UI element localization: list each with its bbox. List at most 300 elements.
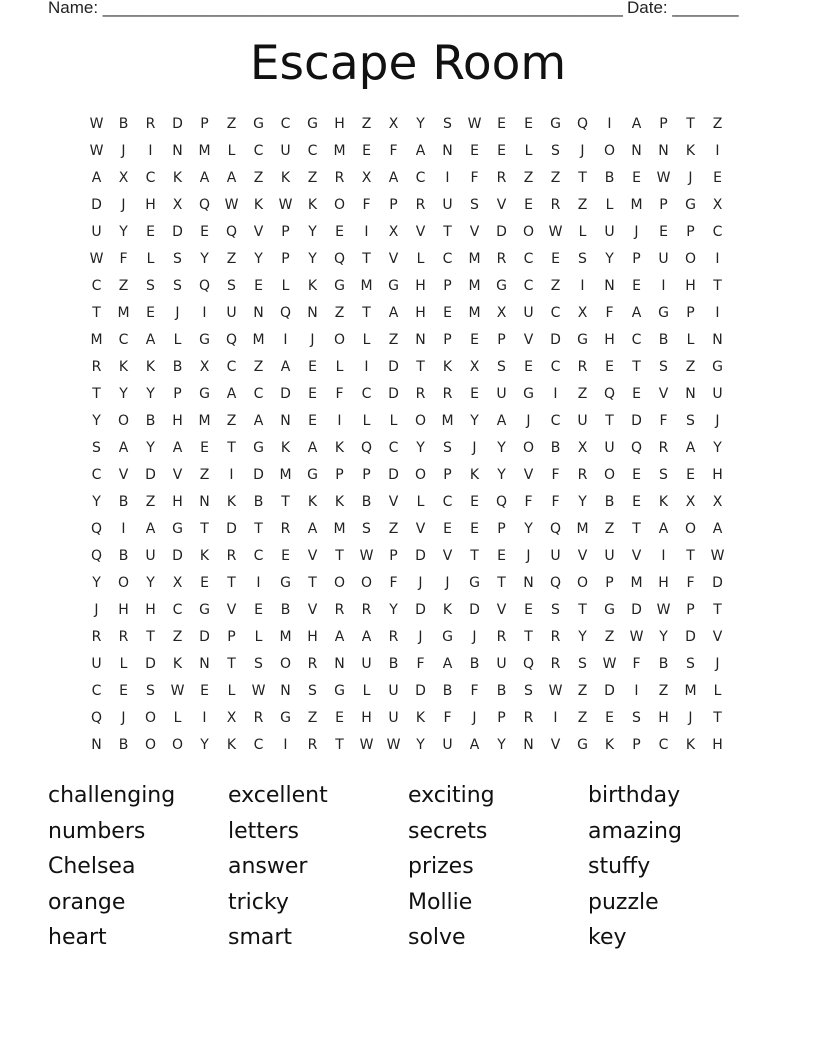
grid-letter: K [226, 736, 237, 753]
grid-letter: E [551, 250, 560, 267]
grid-letter: R [334, 601, 345, 618]
grid-letter: D [388, 385, 399, 402]
grid-letter: Z [685, 358, 696, 375]
grid-letter: T [578, 169, 587, 186]
grid-letter: F [524, 493, 533, 510]
grid-letter: X [577, 439, 588, 456]
grid-letter: Z [577, 682, 588, 699]
grid-letter: B [361, 493, 372, 510]
grid-letter: K [307, 493, 318, 510]
grid-letter: J [121, 196, 126, 213]
grid-letter: E [632, 385, 641, 402]
grid-letter: M [684, 682, 697, 699]
grid-letter: C [253, 142, 264, 159]
grid-letter: J [634, 223, 639, 240]
grid-letter: T [416, 358, 425, 375]
grid-letter: I [607, 115, 612, 132]
grid-letter: I [121, 520, 126, 537]
grid-letter: Y [470, 412, 479, 429]
grid-letter: V [172, 466, 183, 483]
grid-letter: S [551, 142, 560, 159]
grid-letter: C [226, 358, 237, 375]
grid-letter: W [251, 682, 266, 699]
word-list-item: prizes [408, 854, 474, 879]
grid-letter: T [362, 250, 371, 267]
grid-letter: I [661, 547, 666, 564]
grid-letter: R [145, 115, 156, 132]
grid-letter: X [361, 169, 372, 186]
grid-letter: D [496, 223, 507, 240]
grid-letter: O [171, 736, 184, 753]
grid-letter: X [469, 358, 480, 375]
grid-letter: H [415, 277, 426, 294]
grid-letter: W [89, 142, 104, 159]
grid-letter: X [172, 196, 183, 213]
grid-letter: J [526, 547, 531, 564]
grid-letter: R [550, 196, 561, 213]
grid-letter: Z [307, 169, 318, 186]
grid-letter: M [468, 304, 481, 321]
grid-letter: I [553, 709, 558, 726]
grid-letter: M [90, 331, 103, 348]
grid-letter: M [279, 628, 292, 645]
grid-letter: C [442, 493, 453, 510]
grid-letter: C [91, 682, 102, 699]
grid-letter: D [685, 628, 696, 645]
grid-letter: P [605, 574, 614, 591]
grid-letter: U [712, 385, 723, 402]
grid-letter: C [523, 250, 534, 267]
grid-letter: J [418, 574, 423, 591]
grid-letter: P [443, 277, 452, 294]
grid-letter: T [227, 574, 236, 591]
grid-letter: L [254, 628, 263, 645]
grid-letter: T [281, 493, 290, 510]
grid-letter: K [442, 601, 453, 618]
grid-letter: V [307, 601, 318, 618]
grid-letter: Y [146, 574, 155, 591]
word-list-item: challenging [48, 783, 176, 808]
grid-letter: G [469, 574, 480, 591]
grid-letter: J [445, 574, 450, 591]
grid-letter: K [415, 709, 426, 726]
grid-letter: C [388, 439, 399, 456]
grid-letter: A [91, 169, 102, 186]
grid-letter: J [310, 331, 315, 348]
grid-letter: V [523, 466, 534, 483]
grid-letter: T [443, 223, 452, 240]
grid-letter: P [200, 115, 209, 132]
grid-letter: C [145, 169, 156, 186]
name-field-label: Name: _______________________________________________________ [48, 0, 623, 17]
grid-letter: Z [550, 277, 561, 294]
grid-letter: E [200, 223, 209, 240]
grid-letter: X [685, 493, 696, 510]
grid-letter: E [713, 169, 722, 186]
grid-letter: P [497, 520, 506, 537]
grid-letter: R [415, 385, 426, 402]
grid-letter: S [173, 277, 182, 294]
grid-letter: S [146, 682, 155, 699]
grid-letter: R [307, 655, 318, 672]
grid-letter: A [307, 439, 318, 456]
grid-letter: Y [713, 439, 722, 456]
grid-letter: X [388, 223, 399, 240]
grid-letter: M [252, 331, 265, 348]
grid-letter: Q [90, 709, 103, 726]
grid-letter: Y [497, 736, 506, 753]
grid-letter: Z [577, 709, 588, 726]
grid-letter: Z [604, 628, 615, 645]
grid-letter: V [550, 736, 561, 753]
grid-letter: D [631, 601, 642, 618]
grid-letter: S [227, 277, 236, 294]
grid-letter: E [362, 142, 371, 159]
grid-letter: Z [118, 277, 129, 294]
grid-letter: T [470, 547, 479, 564]
grid-letter: P [632, 736, 641, 753]
grid-letter: E [308, 385, 317, 402]
grid-letter: A [118, 439, 129, 456]
grid-letter: R [91, 628, 102, 645]
grid-letter: U [388, 709, 399, 726]
grid-letter: R [361, 601, 372, 618]
grid-letter: N [91, 736, 102, 753]
grid-letter: C [118, 331, 129, 348]
grid-letter: I [715, 250, 720, 267]
grid-letter: O [144, 709, 157, 726]
grid-letter: Z [226, 115, 237, 132]
grid-letter: G [685, 196, 696, 213]
grid-letter: R [577, 358, 588, 375]
word-list-item: solve [408, 925, 466, 950]
grid-letter: T [308, 574, 317, 591]
grid-letter: X [226, 709, 237, 726]
grid-letter: D [415, 682, 426, 699]
grid-letter: L [281, 277, 290, 294]
grid-letter: T [227, 439, 236, 456]
word-list-item: smart [228, 925, 293, 950]
grid-letter: Y [92, 412, 101, 429]
grid-letter: V [496, 196, 507, 213]
grid-letter: Y [416, 439, 425, 456]
grid-letter: I [445, 169, 450, 186]
grid-letter: P [497, 331, 506, 348]
grid-letter: P [389, 196, 398, 213]
grid-letter: Z [388, 331, 399, 348]
grid-letter: K [685, 736, 696, 753]
grid-letter: C [253, 547, 264, 564]
grid-letter: I [661, 277, 666, 294]
grid-letter: S [524, 682, 533, 699]
grid-letter: B [550, 439, 561, 456]
grid-letter: V [415, 520, 426, 537]
grid-letter: K [307, 277, 318, 294]
grid-letter: K [199, 547, 210, 564]
grid-letter: M [630, 196, 643, 213]
grid-letter: N [523, 574, 534, 591]
grid-letter: Q [549, 574, 562, 591]
grid-letter: D [280, 385, 291, 402]
grid-letter: C [253, 385, 264, 402]
grid-letter: Z [577, 385, 588, 402]
grid-letter: Z [253, 358, 264, 375]
grid-letter: I [364, 358, 369, 375]
grid-letter: C [91, 277, 102, 294]
grid-letter: A [442, 655, 453, 672]
word-list-item: answer [228, 854, 308, 879]
grid-letter: G [307, 466, 318, 483]
grid-letter: G [658, 304, 669, 321]
grid-letter: Y [308, 223, 317, 240]
grid-letter: G [577, 331, 588, 348]
grid-letter: F [470, 682, 479, 699]
word-list-item: numbers [48, 818, 146, 844]
grid-letter: R [658, 439, 669, 456]
grid-letter: F [551, 466, 560, 483]
grid-letter: A [145, 520, 156, 537]
grid-letter: U [658, 250, 669, 267]
grid-letter: M [441, 412, 454, 429]
grid-letter: C [253, 736, 264, 753]
grid-letter: O [333, 331, 346, 348]
grid-letter: N [280, 682, 291, 699]
grid-letter: A [253, 412, 264, 429]
grid-letter: G [253, 439, 264, 456]
grid-letter: J [418, 628, 423, 645]
grid-letter: A [280, 358, 291, 375]
grid-letter: P [659, 115, 668, 132]
grid-letter: E [308, 358, 317, 375]
grid-letter: Y [389, 601, 398, 618]
grid-letter: J [121, 142, 126, 159]
grid-letter: U [550, 547, 561, 564]
grid-letter: J [175, 304, 180, 321]
grid-letter: Z [307, 709, 318, 726]
date-field-label: Date: _______ [627, 0, 739, 17]
grid-letter: G [388, 277, 399, 294]
grid-letter: L [119, 655, 128, 672]
grid-letter: M [468, 277, 481, 294]
grid-letter: U [604, 547, 615, 564]
grid-letter: A [199, 169, 210, 186]
grid-letter: R [388, 628, 399, 645]
grid-letter: M [333, 142, 346, 159]
grid-letter: S [443, 115, 452, 132]
grid-letter: B [388, 655, 399, 672]
letter-grid [83, 110, 731, 758]
grid-letter: A [388, 169, 399, 186]
grid-letter: K [469, 466, 480, 483]
grid-letter: T [200, 520, 209, 537]
grid-letter: R [550, 628, 561, 645]
grid-letter: P [281, 250, 290, 267]
grid-letter: P [686, 304, 695, 321]
grid-letter: X [118, 169, 129, 186]
grid-letter: C [172, 601, 183, 618]
grid-letter: E [335, 709, 344, 726]
grid-letter: L [362, 331, 371, 348]
word-list-item: birthday [588, 783, 681, 808]
grid-letter: R [334, 169, 345, 186]
grid-letter: S [308, 682, 317, 699]
grid-letter: V [523, 331, 534, 348]
grid-letter: B [469, 655, 480, 672]
grid-letter: S [443, 439, 452, 456]
grid-letter: O [603, 466, 616, 483]
grid-letter: W [656, 169, 671, 186]
grid-letter: C [631, 331, 642, 348]
grid-letter: C [550, 304, 561, 321]
grid-letter: H [712, 466, 723, 483]
grid-letter: I [715, 142, 720, 159]
grid-letter: Q [630, 439, 643, 456]
grid-letter: D [550, 331, 561, 348]
grid-letter: A [415, 142, 426, 159]
grid-letter: W [656, 601, 671, 618]
grid-letter: D [226, 520, 237, 537]
grid-letter: T [686, 547, 695, 564]
grid-letter: B [658, 331, 669, 348]
grid-letter: R [496, 628, 507, 645]
grid-letter: C [415, 169, 426, 186]
grid-letter: Q [603, 385, 616, 402]
grid-letter: B [118, 493, 129, 510]
grid-letter: W [602, 655, 617, 672]
grid-letter: H [334, 115, 345, 132]
grid-letter: U [388, 682, 399, 699]
grid-letter: V [415, 223, 426, 240]
grid-letter: K [172, 169, 183, 186]
grid-letter: D [388, 358, 399, 375]
grid-letter: N [631, 142, 642, 159]
grid-letter: B [604, 493, 615, 510]
grid-letter: R [307, 736, 318, 753]
grid-letter: H [172, 412, 183, 429]
grid-letter: I [148, 142, 153, 159]
grid-letter: K [145, 358, 156, 375]
grid-letter: L [605, 196, 614, 213]
grid-letter: N [199, 655, 210, 672]
grid-letter: Q [225, 223, 238, 240]
grid-letter: B [496, 682, 507, 699]
grid-letter: T [227, 655, 236, 672]
grid-letter: I [553, 385, 558, 402]
grid-letter: Y [92, 574, 101, 591]
grid-letter: V [388, 250, 399, 267]
grid-letter: Q [225, 331, 238, 348]
grid-letter: R [577, 466, 588, 483]
grid-letter: S [92, 439, 101, 456]
grid-letter: S [254, 655, 263, 672]
grid-letter: H [172, 493, 183, 510]
grid-letter: Y [119, 223, 128, 240]
grid-letter: W [548, 682, 563, 699]
grid-letter: V [469, 223, 480, 240]
grid-letter: F [119, 250, 128, 267]
grid-letter: E [470, 385, 479, 402]
grid-letter: A [685, 439, 696, 456]
grid-letter: J [121, 709, 126, 726]
word-list-item: exciting [408, 783, 495, 808]
grid-letter: Z [550, 169, 561, 186]
grid-letter: D [145, 655, 156, 672]
word-list-item: Mollie [408, 889, 473, 915]
grid-letter: O [333, 574, 346, 591]
grid-letter: E [524, 358, 533, 375]
grid-letter: E [200, 439, 209, 456]
grid-letter: Q [279, 304, 292, 321]
grid-letter: R [415, 196, 426, 213]
grid-letter: P [443, 331, 452, 348]
grid-letter: H [118, 601, 129, 618]
grid-letter: R [280, 520, 291, 537]
grid-letter: E [497, 547, 506, 564]
grid-letter: K [334, 439, 345, 456]
grid-letter: L [227, 682, 236, 699]
grid-letter: B [118, 736, 129, 753]
grid-letter: P [686, 601, 695, 618]
grid-letter: K [226, 493, 237, 510]
grid-letter: P [227, 628, 236, 645]
grid-letter: G [334, 682, 345, 699]
grid-letter: E [605, 709, 614, 726]
word-list-item: secrets [408, 818, 488, 844]
grid-letter: E [146, 223, 155, 240]
grid-letter: D [415, 547, 426, 564]
grid-letter: E [335, 223, 344, 240]
grid-letter: W [224, 196, 239, 213]
grid-letter: E [119, 682, 128, 699]
grid-letter: U [91, 223, 102, 240]
grid-letter: A [172, 439, 183, 456]
grid-letter: I [634, 682, 639, 699]
grid-letter: K [307, 196, 318, 213]
grid-letter: E [281, 547, 290, 564]
grid-letter: T [713, 601, 722, 618]
grid-letter: G [523, 385, 534, 402]
grid-letter: X [712, 196, 723, 213]
grid-letter: S [686, 655, 695, 672]
grid-letter: W [629, 628, 644, 645]
grid-letter: B [280, 601, 291, 618]
grid-letter: K [118, 358, 129, 375]
grid-letter: E [200, 682, 209, 699]
grid-letter: G [199, 331, 210, 348]
grid-letter: D [145, 466, 156, 483]
grid-letter: B [118, 547, 129, 564]
grid-letter: M [198, 142, 211, 159]
grid-letter: L [389, 412, 398, 429]
grid-letter: X [577, 304, 588, 321]
grid-letter: T [92, 304, 101, 321]
grid-letter: U [280, 142, 291, 159]
grid-letter: T [146, 628, 155, 645]
grid-letter: E [605, 358, 614, 375]
grid-letter: Q [90, 520, 103, 537]
grid-letter: P [632, 250, 641, 267]
grid-letter: H [145, 601, 156, 618]
grid-letter: U [496, 655, 507, 672]
grid-letter: P [686, 223, 695, 240]
word-list-item: amazing [588, 818, 682, 844]
grid-letter: W [278, 196, 293, 213]
grid-letter: W [548, 223, 563, 240]
grid-letter: I [256, 574, 261, 591]
grid-letter: A [631, 304, 642, 321]
grid-letter: F [443, 709, 452, 726]
grid-letter: U [604, 223, 615, 240]
